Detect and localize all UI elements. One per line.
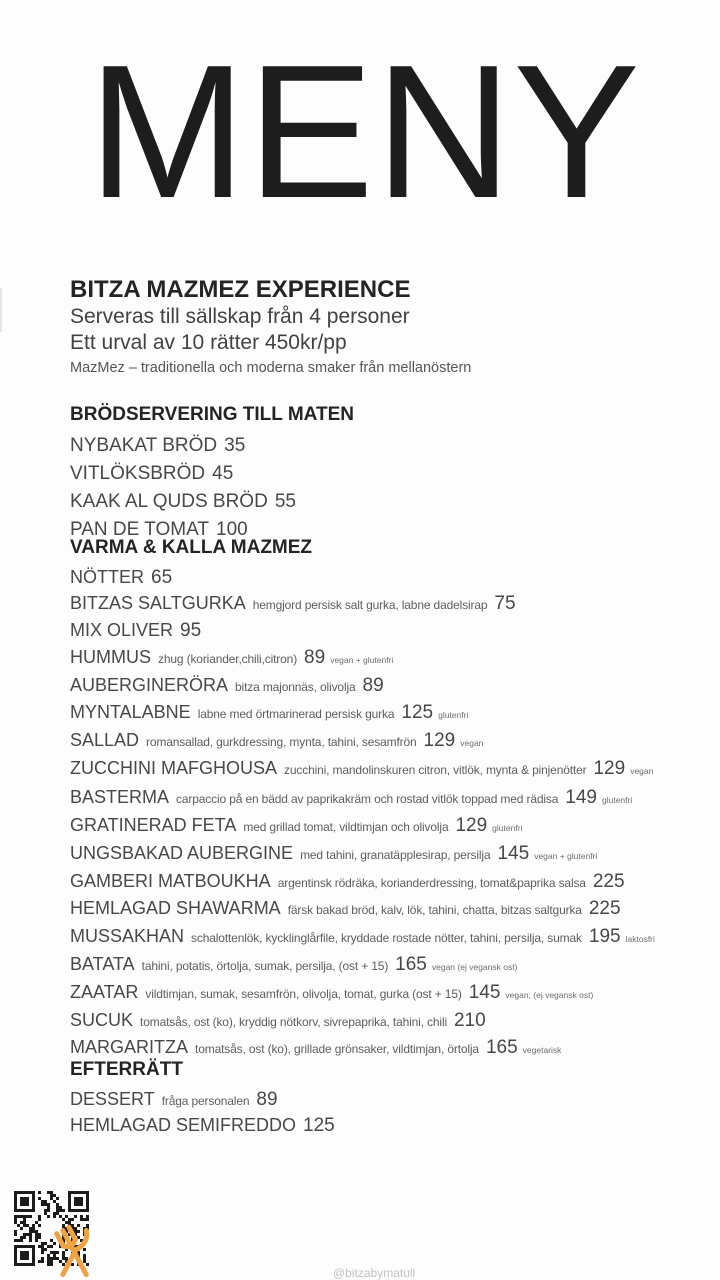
item-name: BATATA <box>70 953 135 974</box>
item-name: BASTERMA <box>70 786 170 807</box>
menu-item <box>70 869 655 896</box>
item-price: 165 <box>485 1037 518 1059</box>
menu-item <box>70 1087 335 1113</box>
item-price: 89 <box>256 1089 278 1110</box>
menu-item <box>70 460 354 488</box>
item-price: 100 <box>216 519 248 540</box>
item-name: MARGARITZA <box>70 1037 189 1058</box>
menu-section-dessert <box>70 1058 335 1139</box>
menu-item <box>70 700 655 728</box>
item-name: GRATINERAD FETA <box>70 814 237 835</box>
item-price: 65 <box>151 567 173 588</box>
item-name: VITLÖKSBRÖD <box>70 463 206 484</box>
item-description: zucchini, mandolinskuren citron, vitlök, mynta & pinjenötter <box>284 763 587 778</box>
item-name: DESSERT <box>70 1089 155 1109</box>
item-price: 95 <box>180 620 202 642</box>
item-price: 225 <box>588 898 621 920</box>
menu-section-mazmez <box>70 536 655 1064</box>
item-description: färsk bakad bröd, kalv, lök, tahini, chatta, bitzas saltgurka <box>287 903 582 918</box>
item-description: tomatsås, ost (ko), kryddig nötkorv, sivrepaprika, tahini, chili <box>140 1015 447 1030</box>
item-diet-tag: laktosfri <box>625 933 655 944</box>
menu-item <box>70 785 655 813</box>
item-price: 89 <box>362 674 384 696</box>
item-name: HEMLAGAD SHAWARMA <box>70 898 281 919</box>
item-price: 89 <box>304 646 326 668</box>
experience-heading: BITZA MAZMEZ EXPERIENCE <box>70 276 411 303</box>
item-name: GAMBERI MATBOUKHA <box>70 871 271 892</box>
item-description: carpaccio på en bädd av paprikakräm och rostad vitlök toppad med rädisa <box>176 791 559 806</box>
item-description: bitza majonnäs, olivolja <box>235 679 356 694</box>
item-name: NÖTTER <box>70 567 144 587</box>
experience-note: MazMez – traditionella och moderna smaker från mellanöstern <box>70 360 472 376</box>
item-name: PAN DE TOMAT <box>70 519 210 540</box>
experience-line: Serveras till sällskap från 4 personer <box>70 305 410 328</box>
item-description: schalottenlök, kycklinglårfile, kryddade rostade nötter, tahini, persilja, sumak <box>191 930 582 945</box>
item-description: romansallad, gurkdressing, mynta, tahini, sesamfrön <box>146 735 417 750</box>
item-description: tomatsås, ost (ko), grillade grönsaker, vildtimjan, örtolja <box>195 1042 479 1057</box>
item-diet-tag: vegan (ej vegansk ost) <box>431 961 518 972</box>
item-diet-tag: glutenfri <box>438 710 469 721</box>
item-description: med tahini, granatäpplesirap, persilja <box>300 848 491 863</box>
item-price: 125 <box>401 702 434 724</box>
item-description: zhug (koriander,chili,citron) <box>158 651 298 666</box>
item-price: 165 <box>395 953 427 975</box>
menu-section-bread <box>70 403 354 544</box>
item-diet-tag: glutenfri <box>492 822 523 833</box>
menu-item <box>70 1008 655 1035</box>
item-diet-tag: vegan, (ej vegansk ost) <box>505 990 594 1001</box>
menu-item <box>70 756 655 784</box>
experience-section <box>70 276 471 378</box>
social-handle: @bitzabymatull <box>333 1266 416 1280</box>
item-price: 145 <box>497 843 530 865</box>
item-name: BITZAS SALTGURKA <box>70 593 246 614</box>
item-price: 145 <box>468 982 501 1004</box>
page-title: MENY <box>88 26 641 238</box>
item-diet-tag: vegan <box>630 766 654 777</box>
menu-item <box>70 565 655 591</box>
menu-item <box>70 841 655 869</box>
section-heading: EFTERRÄTT <box>70 1059 183 1080</box>
menu-item <box>70 673 655 700</box>
item-price: 129 <box>455 814 488 836</box>
menu-item <box>70 813 655 841</box>
menu-item <box>70 924 655 952</box>
menu-item <box>70 591 655 618</box>
item-name: SUCUK <box>70 1010 134 1031</box>
menu-item <box>70 952 655 980</box>
menu-item <box>70 1113 335 1139</box>
item-description: vildtimjan, sumak, sesamfrön, olivolja, tomat, gurka (ost + 15) <box>145 987 462 1002</box>
item-name: UNGSBAKAD AUBERGINE <box>70 843 294 864</box>
item-price: 55 <box>274 491 296 512</box>
experience-line: Ett urval av 10 rätter 450kr/pp <box>70 331 347 354</box>
item-description: hemgjord persisk salt gurka, labne dadelsirap <box>252 598 488 613</box>
item-price: 149 <box>565 786 597 808</box>
menu-item <box>70 645 655 673</box>
utensils-icon <box>37 1215 112 1280</box>
item-name: MUSSAKHAN <box>70 925 185 946</box>
item-price: 210 <box>453 1010 486 1032</box>
item-description: argentinsk rödräka, korianderdressing, tomat&paprika salsa <box>277 876 586 891</box>
item-diet-tag: vegan + glutenfri <box>534 851 598 862</box>
menu-item <box>70 488 354 516</box>
item-name: MYNTALABNE <box>70 702 191 723</box>
item-name: AUBERGINERÖRA <box>70 674 229 695</box>
item-price: 75 <box>494 593 516 615</box>
item-diet-tag: glutenfri <box>601 794 633 805</box>
item-name: SALLAD <box>70 730 140 751</box>
item-diet-tag: vegan + glutenfri <box>330 654 394 665</box>
qr-code <box>14 1191 89 1266</box>
item-diet-tag: vegetarisk <box>522 1045 562 1056</box>
item-name: NYBAKAT BRÖD <box>70 435 218 456</box>
menu-item <box>70 728 655 756</box>
item-diet-tag: vegan <box>460 738 484 749</box>
menu-item <box>70 896 655 923</box>
item-name: HEMLAGAD SEMIFREDDO <box>70 1115 297 1135</box>
item-price: 195 <box>588 925 621 947</box>
item-price: 45 <box>212 463 234 484</box>
item-description: labne med örtmarinerad persisk gurka <box>197 707 395 722</box>
item-price: 35 <box>224 435 246 456</box>
menu-item <box>70 618 655 644</box>
item-name: KAAK AL QUDS BRÖD <box>70 491 268 512</box>
menu-item <box>70 980 655 1008</box>
item-price: 225 <box>592 871 625 893</box>
item-description: med grillad tomat, vildtimjan och olivolja <box>243 819 449 834</box>
menu-item <box>70 432 354 460</box>
item-description: fråga personalen <box>161 1094 250 1108</box>
item-name: MIX OLIVER <box>70 620 174 641</box>
item-price: 129 <box>423 730 456 752</box>
section-heading: BRÖDSERVERING TILL MATEN <box>70 404 354 425</box>
section-heading: VARMA & KALLA MAZMEZ <box>70 537 313 558</box>
item-name: ZUCCHINI MAFGHOUSA <box>70 758 277 779</box>
item-price: 125 <box>303 1115 335 1136</box>
item-name: ZAATAR <box>70 982 139 1003</box>
scan-artifact <box>0 288 2 332</box>
item-description: tahini, potatis, örtolja, sumak, persilja, (ost + 15) <box>141 958 389 973</box>
item-price: 129 <box>593 758 626 780</box>
item-name: HUMMUS <box>70 646 151 667</box>
